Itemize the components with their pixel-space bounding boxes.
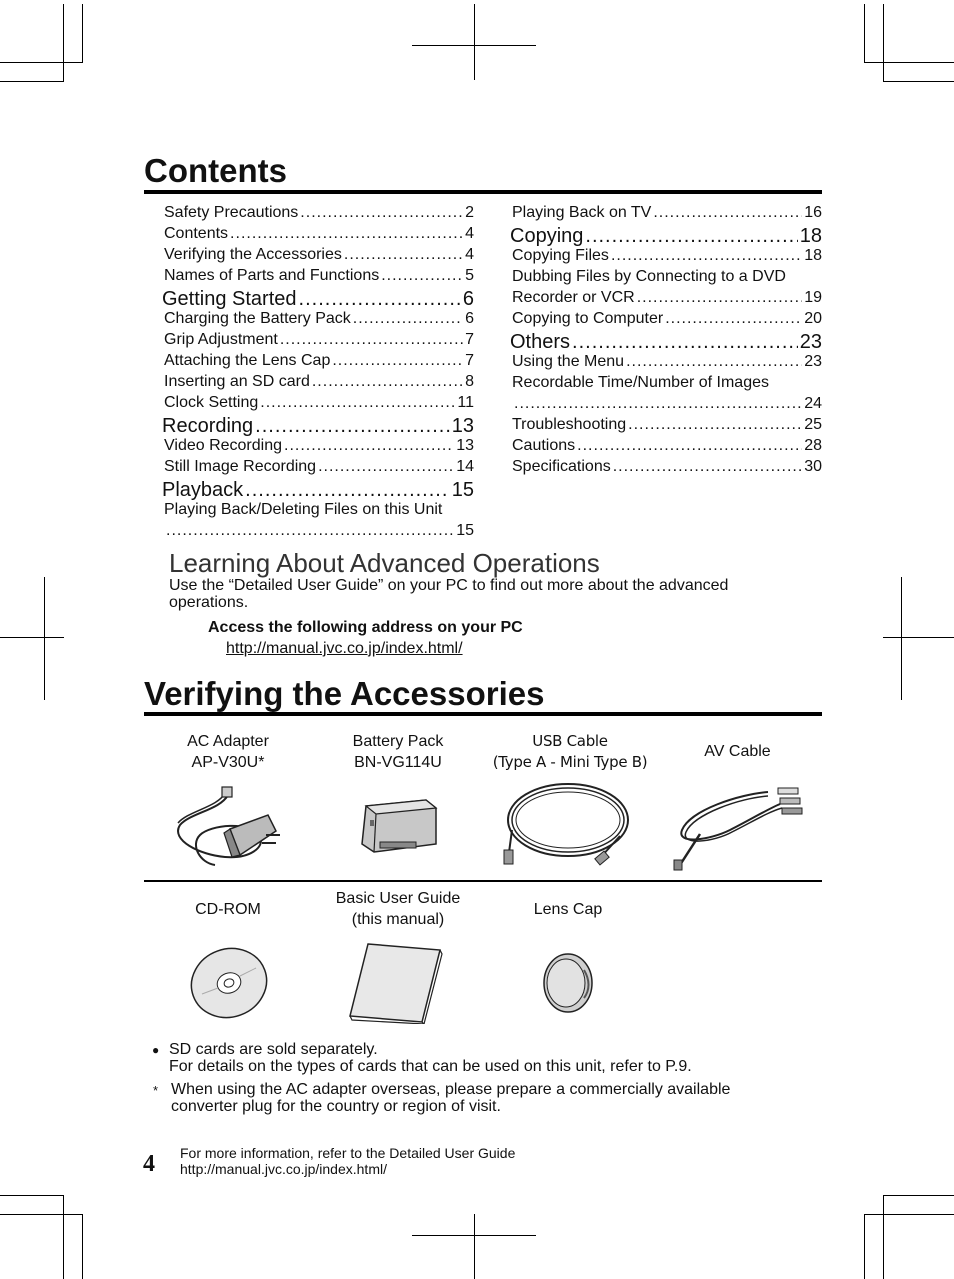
toc-entry-page: 13	[456, 437, 474, 454]
toc-entry-page: 7	[465, 352, 474, 369]
toc-entry-page: 24	[804, 395, 822, 412]
toc-entry-page: 20	[804, 310, 822, 327]
note-sd-line1: SD cards are sold separately.	[169, 1041, 378, 1058]
contents-rule	[144, 190, 822, 194]
toc-leader-dots	[332, 352, 463, 370]
toc-entry-label: Still Image Recording	[164, 458, 317, 475]
accessory-label-lens-cap: Lens Cap	[533, 901, 603, 918]
toc-entry-page: 23	[799, 331, 822, 353]
toc-entry-label: Names of Parts and Functions	[164, 267, 380, 284]
toc-entry-page: 15	[451, 479, 474, 501]
toc-entry-label: Troubleshooting	[512, 416, 627, 433]
toc-leader-dots	[353, 310, 463, 328]
toc-entry-label: Specifications	[512, 458, 611, 475]
toc-entry-label: Grip Adjustment	[164, 331, 278, 348]
toc-entry-page: 25	[804, 416, 822, 433]
accessories-title: Verifying the Accessories	[144, 675, 545, 712]
page-number: 4	[143, 1151, 155, 1177]
manual-url-link[interactable]: http://manual.jvc.co.jp/index.html/	[226, 640, 463, 657]
manual-booklet-icon	[346, 940, 446, 1024]
toc-leader-dots	[613, 458, 802, 476]
toc-section	[162, 288, 474, 310]
toc-section	[162, 415, 474, 437]
toc-leader-dots	[300, 204, 463, 222]
toc-leader-dots	[611, 247, 802, 265]
toc-leader-dots	[255, 415, 450, 437]
toc-entry-page: 18	[804, 247, 822, 264]
toc-entry-label: Inserting an SD card	[164, 373, 310, 390]
toc-entry	[164, 352, 474, 370]
toc-entry	[164, 501, 474, 519]
toc-entry	[512, 437, 822, 455]
accessory-label-cd-rom: CD-ROM	[195, 901, 261, 918]
toc-entry-label: Playing Back on TV	[512, 204, 652, 221]
toc-leader-dots	[653, 204, 802, 222]
toc-leader-dots	[318, 458, 454, 476]
toc-entry	[164, 437, 474, 455]
toc-entry-label: Getting Started	[162, 288, 297, 310]
asterisk-marker: *	[153, 1083, 159, 1098]
toc-entry-page: 2	[465, 204, 474, 221]
toc-section	[162, 479, 474, 501]
toc-leader-dots	[665, 310, 802, 328]
toc-entry	[512, 353, 822, 371]
toc-entry-page: 19	[804, 289, 822, 306]
toc-entry-label: Copying Files	[512, 247, 609, 264]
toc-entry	[164, 458, 474, 476]
toc-entry-page: 6	[462, 288, 474, 310]
toc-leader-dots	[299, 288, 461, 310]
toc-entry-label: Contents	[164, 225, 229, 242]
toc-entry-page: 18	[799, 225, 822, 247]
toc-leader-dots	[628, 416, 802, 434]
toc-leader-dots	[626, 353, 802, 371]
toc-entry	[164, 310, 474, 328]
toc-entry-label: Recordable Time/Number of Images	[512, 374, 769, 391]
note-adapter-line2: converter plug for the country or region of visit.	[171, 1098, 501, 1115]
toc-leader-dots	[284, 437, 454, 455]
bullet-marker: ●	[152, 1043, 160, 1057]
toc-section	[510, 331, 822, 353]
toc-entry	[164, 225, 474, 243]
note-sd-line2: For details on the types of cards that can be used on this unit, refer to P.9.	[169, 1058, 692, 1075]
toc-leader-dots	[572, 331, 798, 353]
toc-entry	[164, 331, 474, 349]
accessories-rule	[144, 712, 822, 716]
battery-pack-icon	[356, 796, 440, 858]
footer-url[interactable]: http://manual.jvc.co.jp/index.html/	[180, 1161, 387, 1177]
accessory-label-ac-adapter: AC Adapter AP-V30U*	[187, 733, 269, 771]
toc-leader-dots	[245, 479, 450, 501]
lens-cap-icon	[540, 950, 596, 1016]
cd-rom-icon	[188, 946, 270, 1020]
toc-entry-page: 11	[457, 394, 474, 411]
accessory-label-av-cable: AV Cable	[704, 743, 771, 760]
av-cable-icon	[670, 780, 805, 872]
toc-entry-page: 23	[804, 353, 822, 370]
toc-entry-label: Recording	[162, 415, 254, 437]
toc-entry-label: Others	[510, 331, 571, 353]
toc-entry	[164, 394, 474, 412]
note-adapter-line1: When using the AC adapter overseas, please prepare a commercially available	[171, 1081, 731, 1098]
accessory-label-basic-user-guide: Basic User Guide (this manual)	[335, 890, 461, 928]
toc-leader-dots	[280, 331, 463, 349]
toc-entry-label: Playing Back/Deleting Files on this Unit	[164, 501, 443, 518]
toc-section	[510, 225, 822, 247]
toc-entry-page: 30	[804, 458, 822, 475]
toc-entry-label: Recorder or VCR	[512, 289, 635, 306]
toc-entry-page: 15	[456, 522, 474, 539]
toc-entry-page: 28	[804, 437, 822, 454]
advanced-body-line1: Use the “Detailed User Guide” on your PC to find out more about the advanced	[169, 577, 729, 594]
toc-entry	[512, 395, 822, 413]
toc-entry-label: Attaching the Lens Cap	[164, 352, 331, 369]
toc-entry	[512, 268, 822, 286]
toc-entry	[164, 522, 474, 540]
toc-entry-label: Clock Setting	[164, 394, 259, 411]
toc-entry	[512, 416, 822, 434]
accessory-label-usb-cable: USB Cable (Type A - Mini Type B)	[492, 732, 648, 771]
toc-entry	[512, 374, 822, 392]
ac-adapter-icon	[170, 785, 290, 870]
toc-leader-dots	[260, 394, 455, 412]
toc-entry	[512, 458, 822, 476]
toc-leader-dots	[166, 522, 454, 540]
toc-entry-page: 8	[465, 373, 474, 390]
toc-leader-dots	[312, 373, 463, 391]
toc-entry-label: Copying	[510, 225, 584, 247]
toc-entry-page: 14	[456, 458, 474, 475]
toc-entry	[164, 246, 474, 264]
toc-leader-dots	[637, 289, 803, 307]
toc-entry-label: Playback	[162, 479, 244, 501]
toc-entry	[512, 310, 822, 328]
toc-entry-label: Copying to Computer	[512, 310, 664, 327]
toc-entry-label: Verifying the Accessories	[164, 246, 342, 263]
access-label: Access the following address on your PC	[208, 619, 523, 636]
toc-entry-label: Charging the Battery Pack	[164, 310, 351, 327]
toc-entry	[512, 247, 822, 265]
toc-leader-dots	[230, 225, 463, 243]
accessory-label-battery-pack: Battery Pack BN-VG114U	[352, 733, 444, 771]
toc-entry	[164, 204, 474, 222]
toc-entry	[164, 267, 474, 285]
toc-entry	[164, 373, 474, 391]
toc-entry-page: 5	[465, 267, 474, 284]
toc-entry-page: 13	[451, 415, 474, 437]
toc-entry	[512, 204, 822, 222]
toc-leader-dots	[381, 267, 463, 285]
toc-entry-page: 7	[465, 331, 474, 348]
toc-entry-page: 4	[465, 246, 474, 263]
toc-entry-page: 16	[804, 204, 822, 221]
advanced-heading: Learning About Advanced Operations	[169, 548, 600, 578]
toc-leader-dots	[577, 437, 802, 455]
toc-entry-label: Using the Menu	[512, 353, 625, 370]
toc-entry-page: 4	[465, 225, 474, 242]
accessories-divider	[144, 880, 822, 882]
footer-line1: For more information, refer to the Detailed User Guide	[180, 1145, 516, 1161]
toc-entry-label: Dubbing Files by Connecting to a DVD	[512, 268, 786, 285]
toc-entry-page: 6	[465, 310, 474, 327]
contents-title: Contents	[144, 152, 287, 189]
toc-leader-dots	[585, 225, 797, 247]
toc-leader-dots	[344, 246, 463, 264]
toc-leader-dots	[514, 395, 802, 413]
usb-cable-icon	[500, 778, 635, 870]
toc-entry-label: Safety Precautions	[164, 204, 299, 221]
toc-entry	[512, 289, 822, 307]
toc-entry-label: Video Recording	[164, 437, 283, 454]
toc-entry-label: Cautions	[512, 437, 576, 454]
advanced-body-line2: operations.	[169, 594, 249, 611]
